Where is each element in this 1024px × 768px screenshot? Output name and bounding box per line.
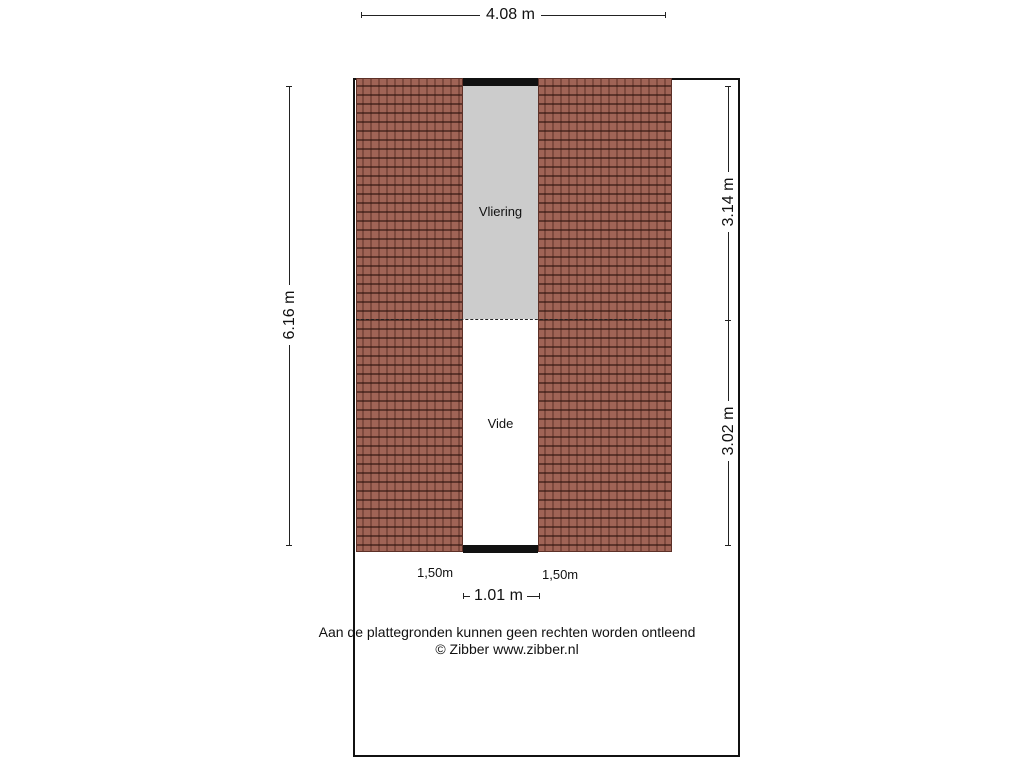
- dimension-tick: [463, 593, 464, 599]
- dimension-tick: [725, 320, 731, 321]
- room-label-void: Vide: [487, 416, 514, 431]
- width-label-left: 1,50m: [417, 565, 454, 580]
- dimension-tick: [361, 12, 362, 18]
- ridge-beam-top: [463, 78, 538, 86]
- dimension-label-bottom: 1.01 m: [470, 587, 527, 605]
- dimension-tick: [725, 545, 731, 546]
- dimension-tick: [286, 545, 292, 546]
- dimension-label-right-lower: 3.02 m: [720, 401, 738, 461]
- dimension-label-top: 4.08 m: [480, 6, 541, 24]
- attic-area: [463, 86, 538, 319]
- dimension-tick: [665, 12, 666, 18]
- room-label-attic: Vliering: [478, 204, 523, 219]
- dimension-tick: [286, 86, 292, 87]
- dimension-label-left: 6.16 m: [281, 285, 299, 345]
- floor-edge-dashed-line: [356, 319, 672, 320]
- roof-slope-left: [356, 78, 463, 552]
- width-label-right: 1,50m: [542, 567, 579, 582]
- dimension-line-right: [728, 86, 729, 545]
- roof-slope-right: [538, 78, 672, 552]
- copyright-text: © Zibber www.zibber.nl: [435, 641, 579, 657]
- ridge-beam-bottom: [463, 545, 538, 553]
- dimension-tick: [539, 593, 540, 599]
- dimension-label-right-upper: 3.14 m: [720, 172, 738, 232]
- dimension-tick: [725, 86, 731, 87]
- disclaimer-text: Aan de plattegronden kunnen geen rechten worden ontleend: [318, 624, 696, 640]
- void-area: [463, 319, 538, 545]
